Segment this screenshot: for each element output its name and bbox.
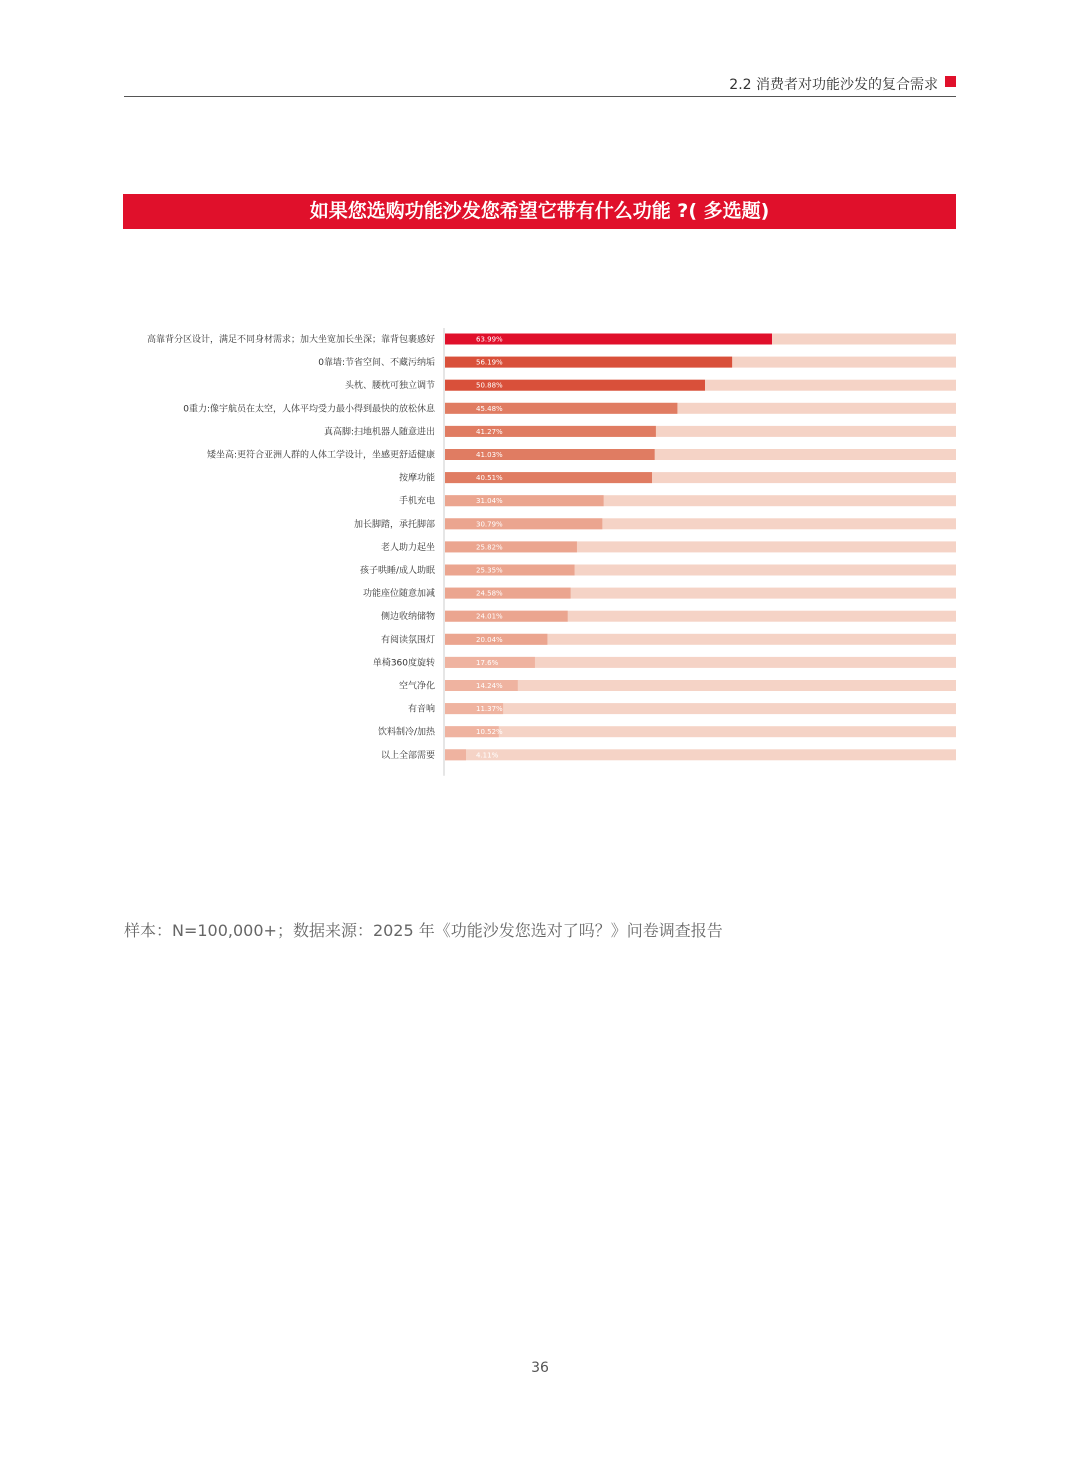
category-label: 老人助力起坐 <box>380 542 435 553</box>
value-label: 56.19% <box>476 358 503 367</box>
category-label: 孩子哄睡/成人助眠 <box>359 566 435 576</box>
section-marker-icon <box>945 76 956 87</box>
category-label: 头枕、腰枕可独立调节 <box>344 381 435 392</box>
bar-track <box>445 726 956 737</box>
bar <box>445 495 604 506</box>
category-label: 侧边收纳储物 <box>380 612 435 623</box>
bar <box>445 518 602 529</box>
page-header <box>124 70 956 97</box>
bar-track <box>445 680 956 691</box>
category-label: 手机充电 <box>398 496 435 507</box>
category-label: 加长脚踏，承托脚部 <box>353 519 435 530</box>
category-label: 按摩功能 <box>398 473 435 484</box>
bar <box>445 749 466 760</box>
value-label: 50.88% <box>476 381 503 390</box>
value-label: 40.51% <box>476 474 503 483</box>
value-label: 63.99% <box>476 335 503 344</box>
value-label: 25.35% <box>476 566 503 575</box>
value-label: 10.52% <box>476 728 503 737</box>
value-label: 30.79% <box>476 520 503 529</box>
category-label: 0重力:像宇航员在太空，人体平均受力最小得到最快的放松休息 <box>183 404 435 415</box>
category-label: 空气净化 <box>398 681 435 692</box>
bar <box>445 541 577 552</box>
value-label: 11.37% <box>476 705 503 714</box>
category-label: 单椅360度旋转 <box>372 658 435 669</box>
category-label: 真高脚:扫地机器人随意进出 <box>323 427 435 438</box>
category-label: 矮坐高:更符合亚洲人群的人体工学设计，坐感更舒适健康 <box>206 450 435 461</box>
category-label: 以上全部需要 <box>380 750 435 761</box>
feature-demand-bar-chart <box>0 320 1080 780</box>
value-label: 45.48% <box>476 404 503 413</box>
value-label: 31.04% <box>476 497 503 506</box>
bar-track <box>445 749 956 760</box>
value-label: 41.27% <box>476 427 503 436</box>
source-footnote: 样本：N=100,000+；数据来源：2025 年《功能沙发您选对了吗？》问卷调查报告 <box>124 921 723 940</box>
value-label: 14.24% <box>476 682 503 690</box>
section-title: 2.2 消费者对功能沙发的复合需求 <box>729 77 938 93</box>
category-label: 0靠墙:节省空间、不藏污纳垢 <box>318 358 435 369</box>
category-label: 饮料制冷/加热 <box>377 727 435 738</box>
value-label: 17.6% <box>476 658 499 667</box>
value-label: 24.01% <box>476 612 503 621</box>
category-label: 功能座位随意加减 <box>362 589 435 600</box>
chart-title-banner: 如果您选购功能沙发您希望它带有什么功能 ?( 多选题) <box>123 194 956 229</box>
category-label: 有音响 <box>407 704 435 715</box>
value-label: 25.82% <box>476 543 503 552</box>
category-label: 高靠背分区设计，满足不同身材需求；加大坐宽加长坐深；靠背包裹感好 <box>146 335 435 345</box>
value-label: 24.58% <box>476 589 503 598</box>
bar-track <box>445 703 956 714</box>
category-label: 有阅读氛围灯 <box>380 635 435 646</box>
bar <box>445 565 575 576</box>
page-number: 36 <box>531 1360 549 1376</box>
bar <box>445 588 571 599</box>
value-label: 41.03% <box>476 451 503 459</box>
value-label: 20.04% <box>476 635 503 644</box>
value-label: 4.11% <box>476 751 499 760</box>
bar <box>445 611 568 622</box>
